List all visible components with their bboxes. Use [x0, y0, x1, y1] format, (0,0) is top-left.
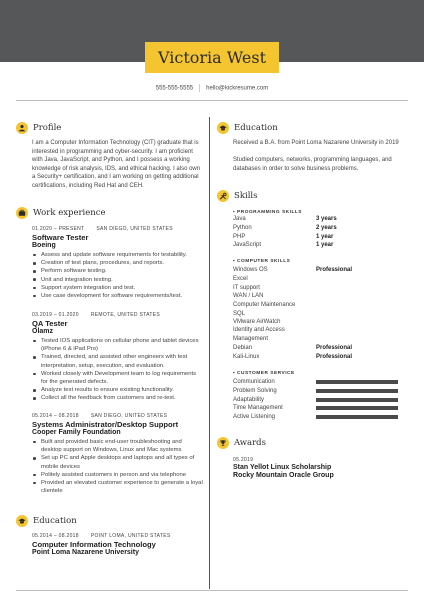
skills-title: Skills: [234, 191, 258, 201]
skill-category-label: COMPUTER SKILLS: [237, 259, 291, 264]
skill-name: Windows OS: [233, 267, 268, 274]
skill-level: Professional: [316, 353, 353, 360]
column-divider: [209, 117, 210, 589]
skill-row: [233, 232, 413, 241]
skill-row: [233, 301, 413, 310]
work-title: Work experience: [33, 208, 106, 218]
skills-heading: [217, 190, 258, 202]
education-title: Education: [33, 516, 77, 526]
skill-name: WAN / LAN: [233, 293, 264, 300]
skill-row: [233, 224, 413, 233]
skill-level: Professional: [316, 267, 353, 274]
skill-row: [233, 404, 413, 413]
education-heading-left: [16, 515, 77, 527]
list-item: Built and provided basic end-user troubleshooting and desktop support on Windows, Linux and Mac systems: [32, 438, 204, 454]
trophy-icon: [217, 437, 229, 449]
skill-name: JavaScript: [233, 242, 262, 249]
name-box: [145, 42, 279, 73]
awards-title: Awards: [234, 438, 266, 448]
skill-row: [233, 352, 413, 361]
job-meta: [32, 413, 167, 419]
skill-level: Professional: [316, 345, 353, 352]
skill-name: Debian: [233, 345, 253, 352]
skill-row: [233, 266, 413, 275]
candidate-name: Victoria West: [157, 48, 267, 67]
skill-name: Kali-Linux: [233, 353, 260, 360]
skill-level: 3 years: [316, 216, 337, 223]
list-item: Worked closely with Development team to log requirements for the generated defects.: [32, 370, 204, 386]
skill-name: Active Listening: [233, 413, 276, 420]
job-bullets: [32, 337, 204, 403]
education-line-2: Studied computers, networks, programming languages, and databases in order to solve business problems.: [233, 157, 392, 172]
customer-skill-list: [233, 378, 413, 421]
skill-row: [233, 241, 413, 250]
skill-level-fill: [316, 398, 398, 402]
skill-level-bar: [316, 406, 398, 410]
skill-level: 1 year: [316, 233, 334, 240]
list-item: Use case development for software requirements/test.: [32, 292, 204, 300]
job-title: QA Tester: [32, 319, 68, 328]
job-bullets: [32, 438, 204, 495]
award-organization: Rocky Mountain Oracle Group: [233, 472, 334, 479]
skill-level: 2 years: [316, 224, 337, 231]
skill-name: Adaptability: [233, 396, 265, 403]
skill-name: IT support: [233, 284, 260, 291]
skill-level-bar: [316, 398, 398, 402]
skill-category-label: CUSTOMER SERVICE: [237, 371, 295, 376]
education-heading-right: [217, 122, 278, 134]
skill-level-fill: [316, 406, 398, 410]
education-meta: [32, 533, 171, 539]
job-meta: [32, 226, 173, 232]
education-location: POINT LOMA, UNITED STATES: [90, 533, 171, 539]
skill-row: [233, 413, 413, 422]
skill-name: Computer Maintenance: [233, 301, 296, 308]
skill-level-bar: [316, 380, 398, 384]
list-item: Analyze test results to ensure existing functionality.: [32, 386, 204, 394]
skill-name: Time Management: [233, 405, 283, 412]
skill-level-bar: [316, 389, 398, 393]
job-meta: [32, 312, 160, 318]
job-location: SAN DIEGO, UNITED STATES: [96, 226, 173, 232]
skill-category-customer: ▪ CUSTOMER SERVICE: [233, 371, 295, 376]
school-name: Point Loma Nazarene University: [32, 549, 139, 556]
contact-separator: [199, 84, 200, 92]
list-item: Trained, directed, and assisted other engineers with test interpretation, setup, execution, and evaluation.: [32, 353, 204, 369]
list-item: Unit and integration testing.: [32, 276, 204, 284]
briefcase-icon: [16, 207, 28, 219]
skill-name: Communication: [233, 379, 275, 386]
job-bullets: [32, 251, 204, 300]
skill-category-programming: ▪ PROGRAMMING SKILLS: [233, 210, 303, 215]
skill-row: [233, 326, 413, 343]
skill-level-fill: [316, 415, 398, 419]
skill-row: [233, 378, 413, 387]
job-location: SAN DIEGO, UNITED STATES: [90, 413, 168, 419]
skill-name: Java: [233, 216, 246, 223]
skill-level-fill: [316, 389, 398, 393]
job-company: Cooper Family Foundation: [32, 429, 121, 436]
education-dates: 05.2014 – 08.2018: [32, 533, 79, 539]
skill-name: SQL: [233, 310, 246, 317]
job-dates: 01.2020 – PRESENT: [32, 226, 85, 232]
job-dates: 03.2019 – 01.2020: [32, 312, 79, 318]
profile-text: I am a Computer Information Technology (CIT) graduate that is interested in programming and cyber-security. I am proficient with Java, JavaScript, and Python, and I possess a working knowledge of risk analysis, IDS, and ethical hacking. I also own a Security+ certification, and I am working on getting additional certifications, including Red Hat and CEH.: [32, 140, 201, 189]
education-line-1: Received a B.A. from Point Loma Nazarene University in 2019: [233, 140, 399, 146]
skill-row: [233, 292, 413, 301]
graduation-cap-icon: [217, 122, 229, 134]
skill-row: [233, 395, 413, 404]
skill-row: [233, 344, 413, 353]
skill-level-bar: [316, 415, 398, 419]
skill-name: Python: [233, 224, 252, 231]
list-item: Assess and update software requirements for testability.: [32, 251, 204, 259]
work-heading: [16, 207, 106, 219]
skill-name: VMware AirWatch: [233, 319, 281, 326]
job-dates: 05.2014 – 08.2018: [32, 413, 79, 419]
programming-skill-list: [233, 215, 413, 250]
list-item: Perform software testing.: [32, 267, 204, 275]
graduation-cap-icon: [16, 515, 28, 527]
header-rule: [16, 100, 408, 101]
skill-name: PHP: [233, 233, 246, 240]
computer-skill-list: [233, 266, 413, 361]
skill-row: [233, 283, 413, 292]
list-item: Creation of test plans, procedures, and reports.: [32, 259, 204, 267]
awards-heading: [217, 437, 266, 449]
skill-category-computer: ▪ COMPUTER SKILLS: [233, 259, 291, 264]
email-address[interactable]: hello@kickresume.com: [206, 85, 269, 92]
list-item: Provided an elevated customer experience to generate a loyal clientele: [32, 479, 204, 495]
skill-row: [233, 318, 413, 327]
profile-heading: [16, 122, 61, 134]
footer-rule: [16, 590, 408, 591]
list-item: Support system integration and test.: [32, 284, 204, 292]
list-item: Tested IOS applications on cellular phone and tablet devices (iPhone 6 & iPad Pro): [32, 337, 204, 353]
job-title: Systems Administrator/Desktop Support: [32, 420, 179, 429]
list-item: Collect all the feedback from customers and re-test.: [32, 394, 204, 402]
list-item: Set up PC and Apple desktops and laptops and all types of mobile devices: [32, 454, 204, 470]
list-item: Politely assisted customers in person and via telephone: [32, 471, 204, 479]
phone-number: 555-555-5555: [155, 85, 194, 92]
skill-row: [233, 215, 413, 224]
person-icon: [16, 122, 28, 134]
skill-name: Excel: [233, 275, 248, 282]
skill-level: 1 year: [316, 242, 334, 249]
award-name: Stan Yellot Linux Scholarship: [233, 464, 332, 471]
profile-title: Profile: [33, 123, 62, 133]
job-company: Boeing: [32, 242, 56, 249]
job-location: REMOTE, UNITED STATES: [90, 312, 160, 318]
education-title: Education: [234, 123, 278, 133]
job-title: Software Tester: [32, 233, 89, 242]
award-date: 05.2019: [233, 457, 254, 463]
skill-name: Identity and Access Management: [233, 327, 285, 343]
skill-level-fill: [316, 380, 398, 384]
degree-title: Computer Information Technology: [32, 540, 156, 549]
skill-row: [233, 275, 413, 284]
skill-row: [233, 387, 413, 396]
tools-icon: [217, 190, 229, 202]
contact-row: [0, 84, 424, 92]
skill-row: [233, 309, 413, 318]
skill-category-label: PROGRAMMING SKILLS: [237, 210, 303, 215]
job-company: Olamz: [32, 328, 54, 335]
skill-name: Problem Solving: [233, 387, 277, 394]
